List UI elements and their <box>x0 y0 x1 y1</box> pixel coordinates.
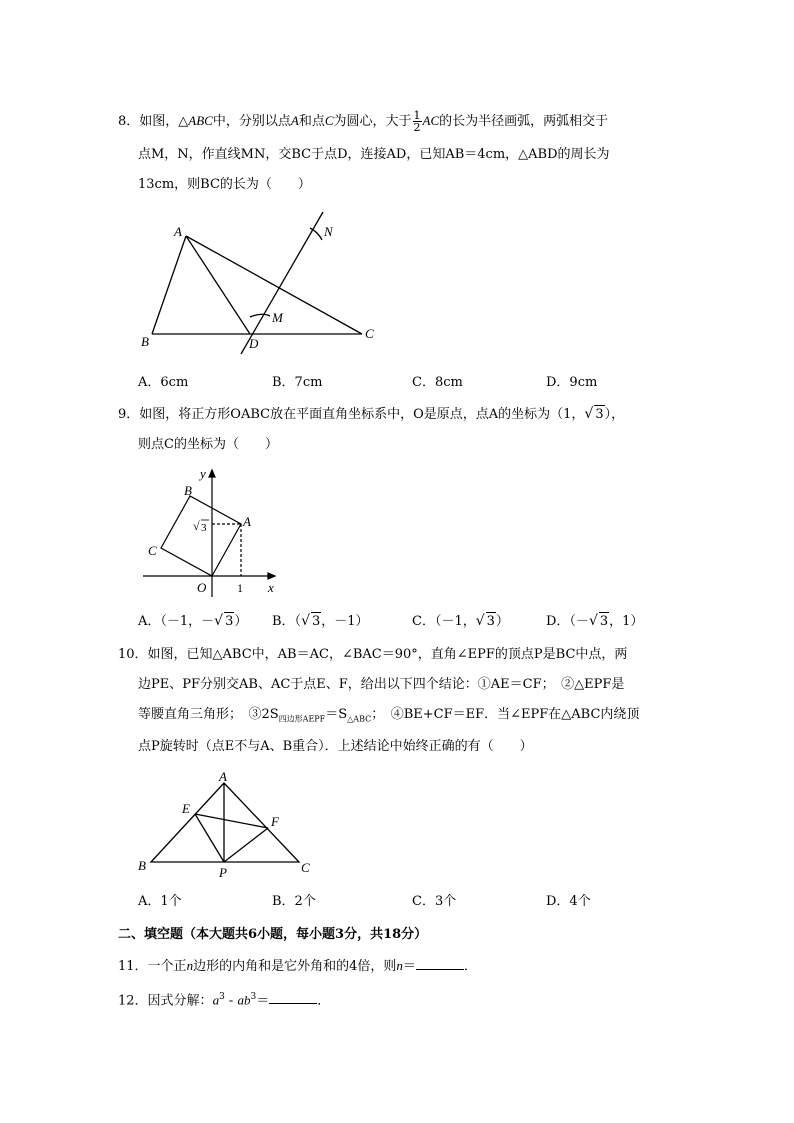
q8-option-b: B．7cm <box>272 375 323 390</box>
q9-option-a: A．（－1，－√ 3） <box>138 613 248 629</box>
q9-label-y: y <box>200 466 206 481</box>
q8-label-N: N <box>324 224 333 239</box>
q8-label-C: C <box>365 326 374 341</box>
svg-text:√: √ <box>193 519 200 533</box>
q10-option-c: C．3个 <box>412 894 457 909</box>
q8-option-d: D．9cm <box>546 375 598 390</box>
q9-label-A: A <box>243 514 251 529</box>
q9-line1: 9．如图，将正方形OABC放在平面直角坐标系中，O是原点，点A的坐标为（1，√ 3）， <box>118 406 625 422</box>
q9-label-1: 1 <box>237 581 243 595</box>
q10-label-F: F <box>271 814 279 829</box>
q9-label-sqrt3: 3 <box>201 522 207 534</box>
q8-line3: 13cm，则BC的长为（ ） <box>138 177 311 192</box>
q9-label-O: O <box>197 580 207 595</box>
q10-label-C: C <box>301 860 310 875</box>
q9-label-x: x <box>268 580 274 595</box>
q10-label-B: B <box>138 858 146 873</box>
section-2-title: 二、填空题（本大题共6小题，每小题3分，共18分） <box>118 927 428 942</box>
q10-option-b: B．2个 <box>272 894 316 909</box>
q11-line: 11．一个正n边形的内角和是它外角和的4倍，则n＝ ． <box>118 958 477 974</box>
q10-label-P: P <box>219 865 227 880</box>
q9-option-c: C．（－1，√ 3） <box>412 613 509 629</box>
q10-line2: 边PE、PF分别交AB、AC于点E、F，给出以下四个结论：①AE＝CF； ②△EPF是 <box>138 677 625 692</box>
q8-option-c: C．8cm <box>412 375 463 390</box>
q9-option-d: D．（－√ 3，1） <box>546 613 644 629</box>
q10-line3: 等腰直角三角形； $③2S_{四边形AEPF}=S_{\triangle ABC}$； ④BE+CF＝EF．当∠EPF在△ABC内绕顶 <box>138 707 640 724</box>
q10-label-E: E <box>182 801 190 816</box>
q8-label-A: A <box>174 224 182 239</box>
q8-line1: 8．如图，△ABC中，分别以点A和点C为圆心，大于 $\frac{1}{2}$ AC的长为半径画弧，两弧相交于 <box>118 109 609 134</box>
q8-line2: 点M，N，作直线MN，交BC于点D，连接AD，已知AB＝4cm，△ABD的周长为 <box>138 147 610 162</box>
q10-line1: 10．如图，已知△ABC中，AB＝AC，∠BAC＝90°，直角∠EPF的顶点P是BC中点，两 <box>118 647 628 662</box>
q10-line4: 点P旋转时（点E不与A、B重合）．上述结论中始终正确的有（ ） <box>138 739 533 754</box>
q8-label-B: B <box>141 334 149 349</box>
q9-line2: 则点C的坐标为（ ） <box>138 437 278 452</box>
q10-option-d: D．4个 <box>546 894 591 909</box>
q8-label-M: M <box>272 310 283 325</box>
q8-label-D: D <box>249 336 259 351</box>
q11-answer-blank[interactable] <box>416 957 464 970</box>
q9-label-B: B <box>184 483 192 498</box>
fraction-one-half: $\frac{1}{2}$ <box>413 109 421 134</box>
q10-label-A: A <box>219 769 227 784</box>
q12-line: 12．因式分解：$a^3 - ab^3=$ ． <box>118 992 331 1009</box>
q9-label-C: C <box>148 543 157 558</box>
q10-option-a: A．1个 <box>138 894 182 909</box>
q9-option-b: B．（√ 3，－1） <box>272 613 369 629</box>
q8-option-a: A．6cm <box>138 375 189 390</box>
q12-answer-blank[interactable] <box>269 991 317 1004</box>
